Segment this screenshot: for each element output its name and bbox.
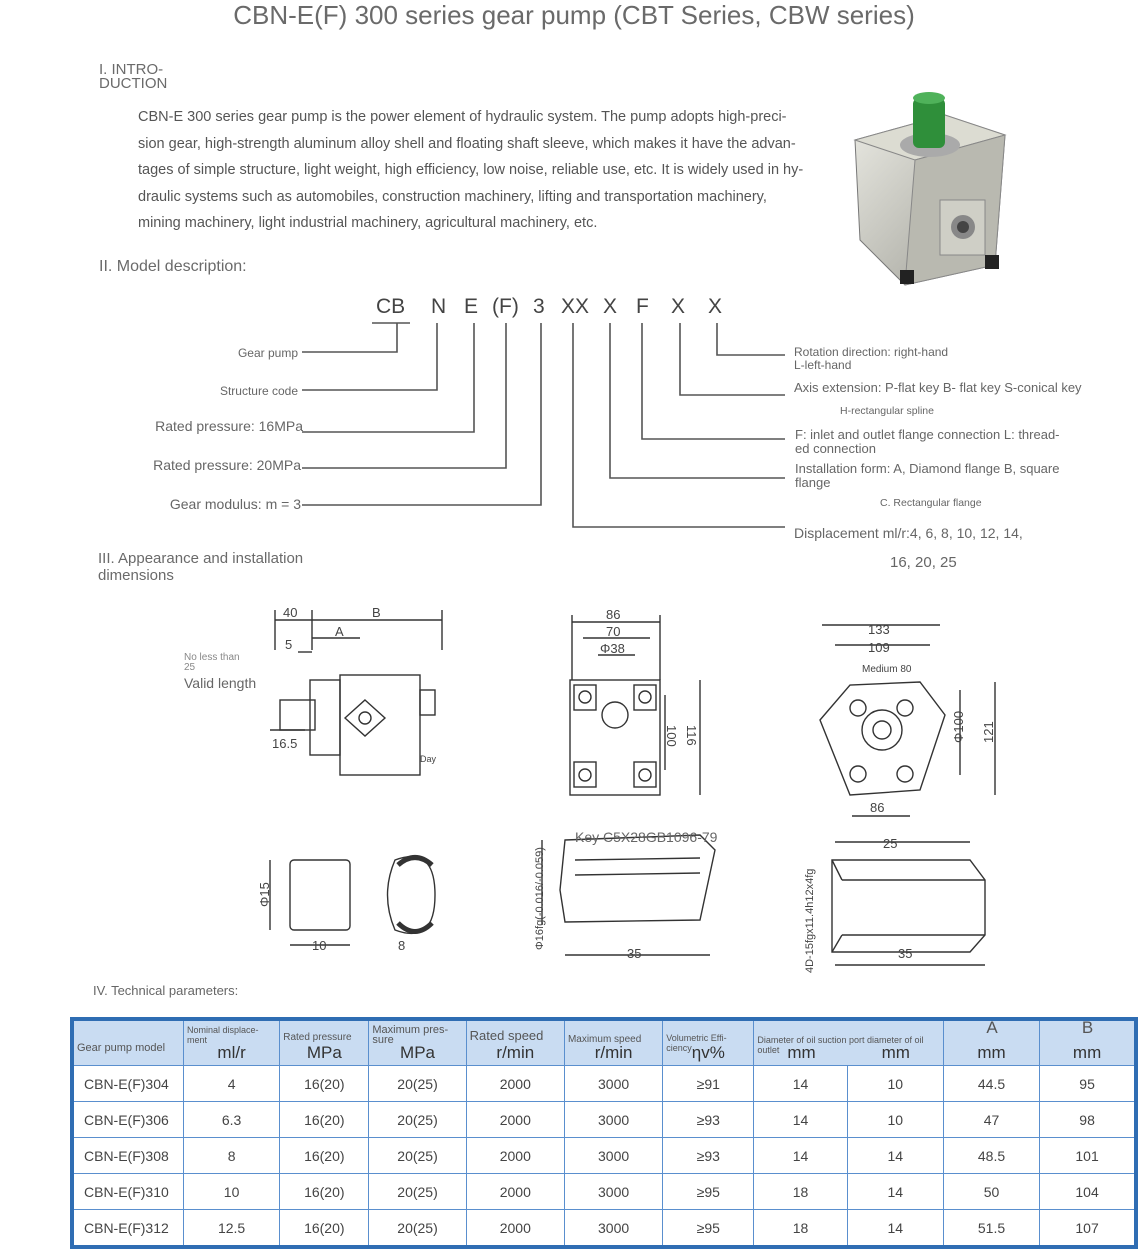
table-cell: 16(20) (280, 1138, 369, 1174)
code-x1: X (603, 295, 618, 318)
table-cell: ≥95 (663, 1210, 754, 1248)
label-install3: C. Rectangular flange (880, 497, 982, 509)
label-gear-pump: Gear pump (237, 346, 298, 360)
table-cell: 20(25) (369, 1102, 466, 1138)
table-cell: 3000 (564, 1174, 662, 1210)
dim-133: 133 (868, 622, 890, 637)
label-rotation-line2: L-left-hand (794, 358, 852, 372)
table-cell: 98 (1040, 1102, 1136, 1138)
table-cell-model: CBN-E(F)310 (72, 1174, 183, 1210)
dim-phi15: Φ15 (257, 882, 272, 907)
label-rotation-line1: Rotation direction: right-hand (794, 345, 949, 359)
no-less-than-label (184, 653, 240, 673)
label-axis2: H-rectangular spline (840, 405, 934, 417)
intro-line: sion gear, high-strength aluminum alloy shell and floating shaft sleeve, which makes it have the advan- (138, 135, 796, 152)
code-x3: X (708, 295, 723, 318)
dim-8: 8 (398, 938, 406, 953)
table-cell: 4 (183, 1066, 279, 1102)
table-cell: 44.5 (943, 1066, 1039, 1102)
dim-25: 25 (883, 836, 898, 851)
intro-line: CBN-E 300 series gear pump is the power element of hydraulic system. The pump adopts high-preci- (138, 109, 787, 125)
code-cb: CB (376, 295, 406, 318)
appearance-heading-line2: dimensions (98, 567, 174, 584)
label-displacement: Displacement ml/r:4, 6, 8, 10, 12, 14, (794, 525, 1023, 541)
table-cell: 101 (1040, 1138, 1136, 1174)
valid-length-label: Valid length (184, 675, 257, 691)
label-flange (795, 428, 1060, 456)
shaft-key-drawing (542, 835, 715, 955)
label-rated-16: Rated pressure: 16MPa (155, 418, 303, 434)
header-rated-pressure: Rated pressure MPa (280, 1019, 369, 1066)
table-cell: 18 (754, 1174, 847, 1210)
dim-86b: 86 (870, 800, 885, 815)
header-max-pressure: Maximum pres- sure MPa (369, 1019, 466, 1066)
tech-heading: IV. Technical parameters: (93, 983, 239, 998)
table-cell: 14 (847, 1174, 943, 1210)
dim-35: 35 (627, 946, 642, 961)
dim-a: A (335, 624, 344, 639)
header-gear-pump-model: Gear pump model (72, 1019, 183, 1066)
table-cell: 20(25) (369, 1174, 466, 1210)
intro-line: mining machinery, light industrial machinery, agricultural machinery, etc. (138, 215, 598, 231)
intro-heading-line1: I. INTRO- (99, 61, 164, 78)
code-e: E (464, 295, 479, 318)
header-port-diameter: Diameter of oil suction port diameter of oil outlet mm mm (754, 1019, 943, 1066)
dim-phi16: Φ16fg(-0.016/-0.059) (534, 847, 546, 950)
table-cell: 20(25) (369, 1066, 466, 1102)
flange-view-drawing (820, 625, 995, 816)
dim-medium-80: Medium 80 (862, 664, 912, 675)
appearance-heading (98, 550, 303, 584)
table-cell: 95 (1040, 1066, 1136, 1102)
intro-heading-line2: DUCTION (99, 75, 168, 92)
table-cell: 14 (754, 1102, 847, 1138)
table-cell: 20(25) (369, 1210, 466, 1248)
table-cell: 10 (847, 1102, 943, 1138)
table-cell: 14 (847, 1138, 943, 1174)
table-cell: 12.5 (183, 1210, 279, 1248)
table-cell: 3000 (564, 1210, 662, 1248)
table-cell: 14 (754, 1138, 847, 1174)
dim-35b: 35 (898, 946, 913, 961)
table-cell: 14 (754, 1066, 847, 1102)
dim-phi100: Φ100 (951, 710, 966, 743)
dim-100: 100 (664, 725, 679, 747)
appearance-heading-line1: III. Appearance and installation (98, 550, 304, 567)
table-cell: 2000 (466, 1138, 564, 1174)
table-row (72, 1174, 1136, 1210)
label-axis: Axis extension: P-flat key B- flat key S-conical key (794, 380, 1082, 395)
dim-spline: 4D-15fgx11.4h12x4fg (804, 868, 816, 973)
table-cell: 10 (847, 1066, 943, 1102)
label-displacement2: 16, 20, 25 (890, 554, 957, 571)
intro-line: tages of simple structure, light weight, high efficiency, low noise, reliable use, etc. It is widely used in hy- (138, 162, 804, 178)
header-b: B mm (1040, 1019, 1136, 1066)
header-max-speed: Maximum speed r/min (564, 1019, 662, 1066)
table-row (72, 1210, 1136, 1248)
header-rated-speed: Rated speed r/min (466, 1019, 564, 1066)
code-xx: XX (561, 295, 590, 318)
front-view-drawing (570, 615, 700, 795)
technical-parameters-table (70, 1017, 1138, 1249)
label-flange-line2: ed connection (795, 441, 876, 456)
dim-5: 5 (285, 637, 293, 652)
table-row (72, 1066, 1136, 1102)
table-cell-model: CBN-E(F)312 (72, 1210, 183, 1248)
no-less-than-text: No less than (184, 652, 240, 663)
table-cell: 3000 (564, 1138, 662, 1174)
dim-16-5: 16.5 (272, 736, 298, 751)
header-displacement: Nominal displace- ment ml/r (183, 1019, 279, 1066)
dim-phi38: Φ38 (600, 641, 625, 656)
dim-40: 40 (283, 605, 298, 620)
code-f: (F) (492, 295, 519, 318)
table-cell: 18 (754, 1210, 847, 1248)
label-install (795, 462, 1059, 490)
table-cell: 2000 (466, 1066, 564, 1102)
table-cell: 16(20) (280, 1174, 369, 1210)
intro-line: draulic systems such as automobiles, construction machinery, lifting and transportation machinery, (138, 188, 767, 205)
table-row (72, 1138, 1136, 1174)
label-install-line1: Installation form: A, Diamond flange B, square (795, 461, 1060, 476)
header-volumetric-efficiency: Volumetric Effi- ciency ηv% (663, 1019, 754, 1066)
table-cell: ≥91 (663, 1066, 754, 1102)
table-cell: 104 (1040, 1174, 1136, 1210)
table-cell: 107 (1040, 1210, 1136, 1248)
table-cell: ≥95 (663, 1174, 754, 1210)
label-gear-modulus: Gear modulus: m = 3 (169, 496, 301, 512)
table-row (72, 1102, 1136, 1138)
table-cell: 2000 (466, 1210, 564, 1248)
table-cell: 3000 (564, 1102, 662, 1138)
label-install-line2: flange (795, 475, 831, 490)
code-n: N (431, 295, 447, 318)
label-structure-code: Structure code (219, 384, 298, 398)
table-cell: 47 (943, 1102, 1039, 1138)
dim-121: 121 (981, 721, 996, 743)
table-cell-model: CBN-E(F)306 (72, 1102, 183, 1138)
model-heading: II. Model description: (99, 258, 247, 275)
table-header-row (72, 1019, 1136, 1066)
page-title: CBN-E(F) 300 series gear pump (CBT Series, CBW series) (233, 0, 915, 30)
table-cell: 16(20) (280, 1210, 369, 1248)
no-less-than-value: 25 (184, 662, 196, 673)
code-f2: F (636, 295, 649, 318)
code-x2: X (671, 295, 686, 318)
table-cell: ≥93 (663, 1138, 754, 1174)
dim-b: B (372, 605, 381, 620)
table-cell: 10 (183, 1174, 279, 1210)
table-cell-model: CBN-E(F)308 (72, 1138, 183, 1174)
dim-86: 86 (606, 607, 621, 622)
key-label: Key C5X28GB1096-79 (575, 829, 718, 845)
installation-drawings (0, 590, 1148, 990)
key-parts-drawing (270, 857, 435, 945)
table-cell: 16(20) (280, 1102, 369, 1138)
table-cell: 51.5 (943, 1210, 1039, 1248)
dim-day: Day (420, 754, 437, 764)
dim-116: 116 (684, 725, 699, 746)
dim-109: 109 (868, 640, 890, 655)
table-cell: 20(25) (369, 1138, 466, 1174)
table-cell: 3000 (564, 1066, 662, 1102)
dim-10: 10 (312, 938, 327, 953)
table-cell: 8 (183, 1138, 279, 1174)
dim-70: 70 (606, 624, 621, 639)
table-cell: 6.3 (183, 1102, 279, 1138)
table-cell: 16(20) (280, 1066, 369, 1102)
label-rotation (794, 346, 948, 372)
header-a: A mm (943, 1019, 1039, 1066)
table-cell-model: CBN-E(F)304 (72, 1066, 183, 1102)
table-cell: 2000 (466, 1102, 564, 1138)
table-cell: 2000 (466, 1174, 564, 1210)
label-rated-20: Rated pressure: 20MPa (153, 457, 301, 473)
table-cell: 50 (943, 1174, 1039, 1210)
table-cell: 48.5 (943, 1138, 1039, 1174)
table-cell: ≥93 (663, 1102, 754, 1138)
code-3: 3 (533, 295, 545, 318)
table-cell: 14 (847, 1210, 943, 1248)
label-flange-line1: F: inlet and outlet flange connection L: thread- (795, 427, 1060, 442)
